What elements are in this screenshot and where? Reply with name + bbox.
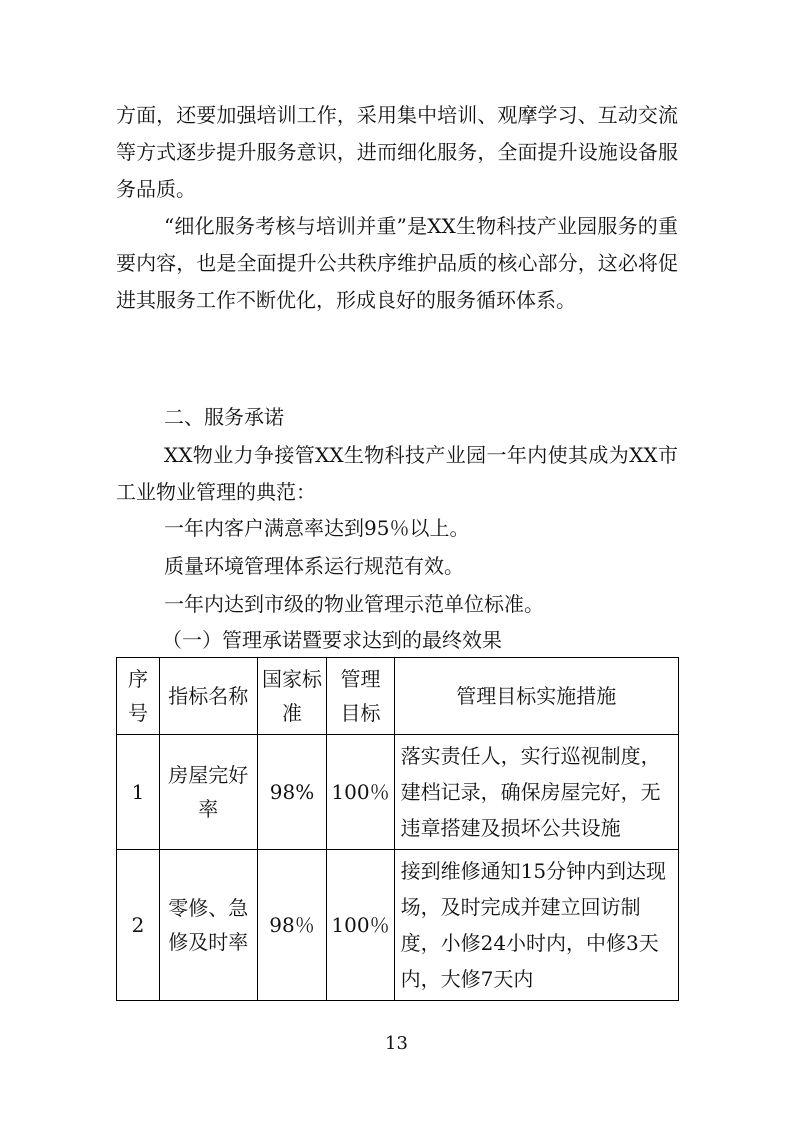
header-name: 指标名称 — [159, 658, 257, 735]
goal-item: 一年内达到市级的物业管理示范单位标准。 — [164, 592, 544, 616]
header-no: 序号 — [117, 658, 160, 735]
table-caption: （一）管理承诺暨要求达到的最终效果 — [162, 628, 502, 652]
row-target: 100％ — [327, 850, 394, 1001]
row-national: 98％ — [257, 850, 327, 1001]
page-number: 13 — [385, 1033, 408, 1054]
table-row — [117, 735, 679, 850]
goal-item: 质量环境管理体系运行规范有效。 — [164, 554, 464, 578]
row-name: 零修、急修及时率 — [159, 850, 257, 1001]
row-measure: 接到维修通知15分钟内到达现场，及时完成并建立回访制度，小修24小时内，中修3天内，大修7天内 — [394, 850, 678, 1001]
summary-paragraph: “细化服务考核与培训并重”是XX生物科技产业园服务的重要内容，也是全面提升公共秩序维护品质的核心部分，这必将促进其服务工作不断优化，形成良好的服务循环体系。 — [116, 214, 678, 312]
goal-item: 一年内客户满意率达到95％以上。 — [164, 516, 470, 540]
row-no: 1 — [117, 735, 160, 850]
commitment-table — [116, 657, 679, 1001]
intro-paragraph: 方面，还要加强培训工作，采用集中培训、观摩学习、互动交流等方式逐步提升服务意识，进而细化服务，全面提升设施设备服务品质。 — [116, 103, 678, 201]
header-measure: 管理目标实施措施 — [394, 658, 678, 735]
commitment-paragraph: XX物业力争接管XX生物科技产业园一年内使其成为XX市工业物业管理的典范： — [116, 443, 678, 504]
row-name: 房屋完好率 — [159, 735, 257, 850]
table-row — [117, 850, 679, 1001]
section-heading: 二、服务承诺 — [164, 405, 284, 429]
row-national: 98% — [257, 735, 327, 850]
row-measure: 落实责任人，实行巡视制度，建档记录，确保房屋完好，无违章搭建及损坏公共设施 — [394, 735, 678, 850]
header-national: 国家标准 — [257, 658, 327, 735]
header-target: 管理目标 — [327, 658, 394, 735]
row-no: 2 — [117, 850, 160, 1001]
row-target: 100％ — [327, 735, 394, 850]
table-header-row — [117, 658, 679, 735]
